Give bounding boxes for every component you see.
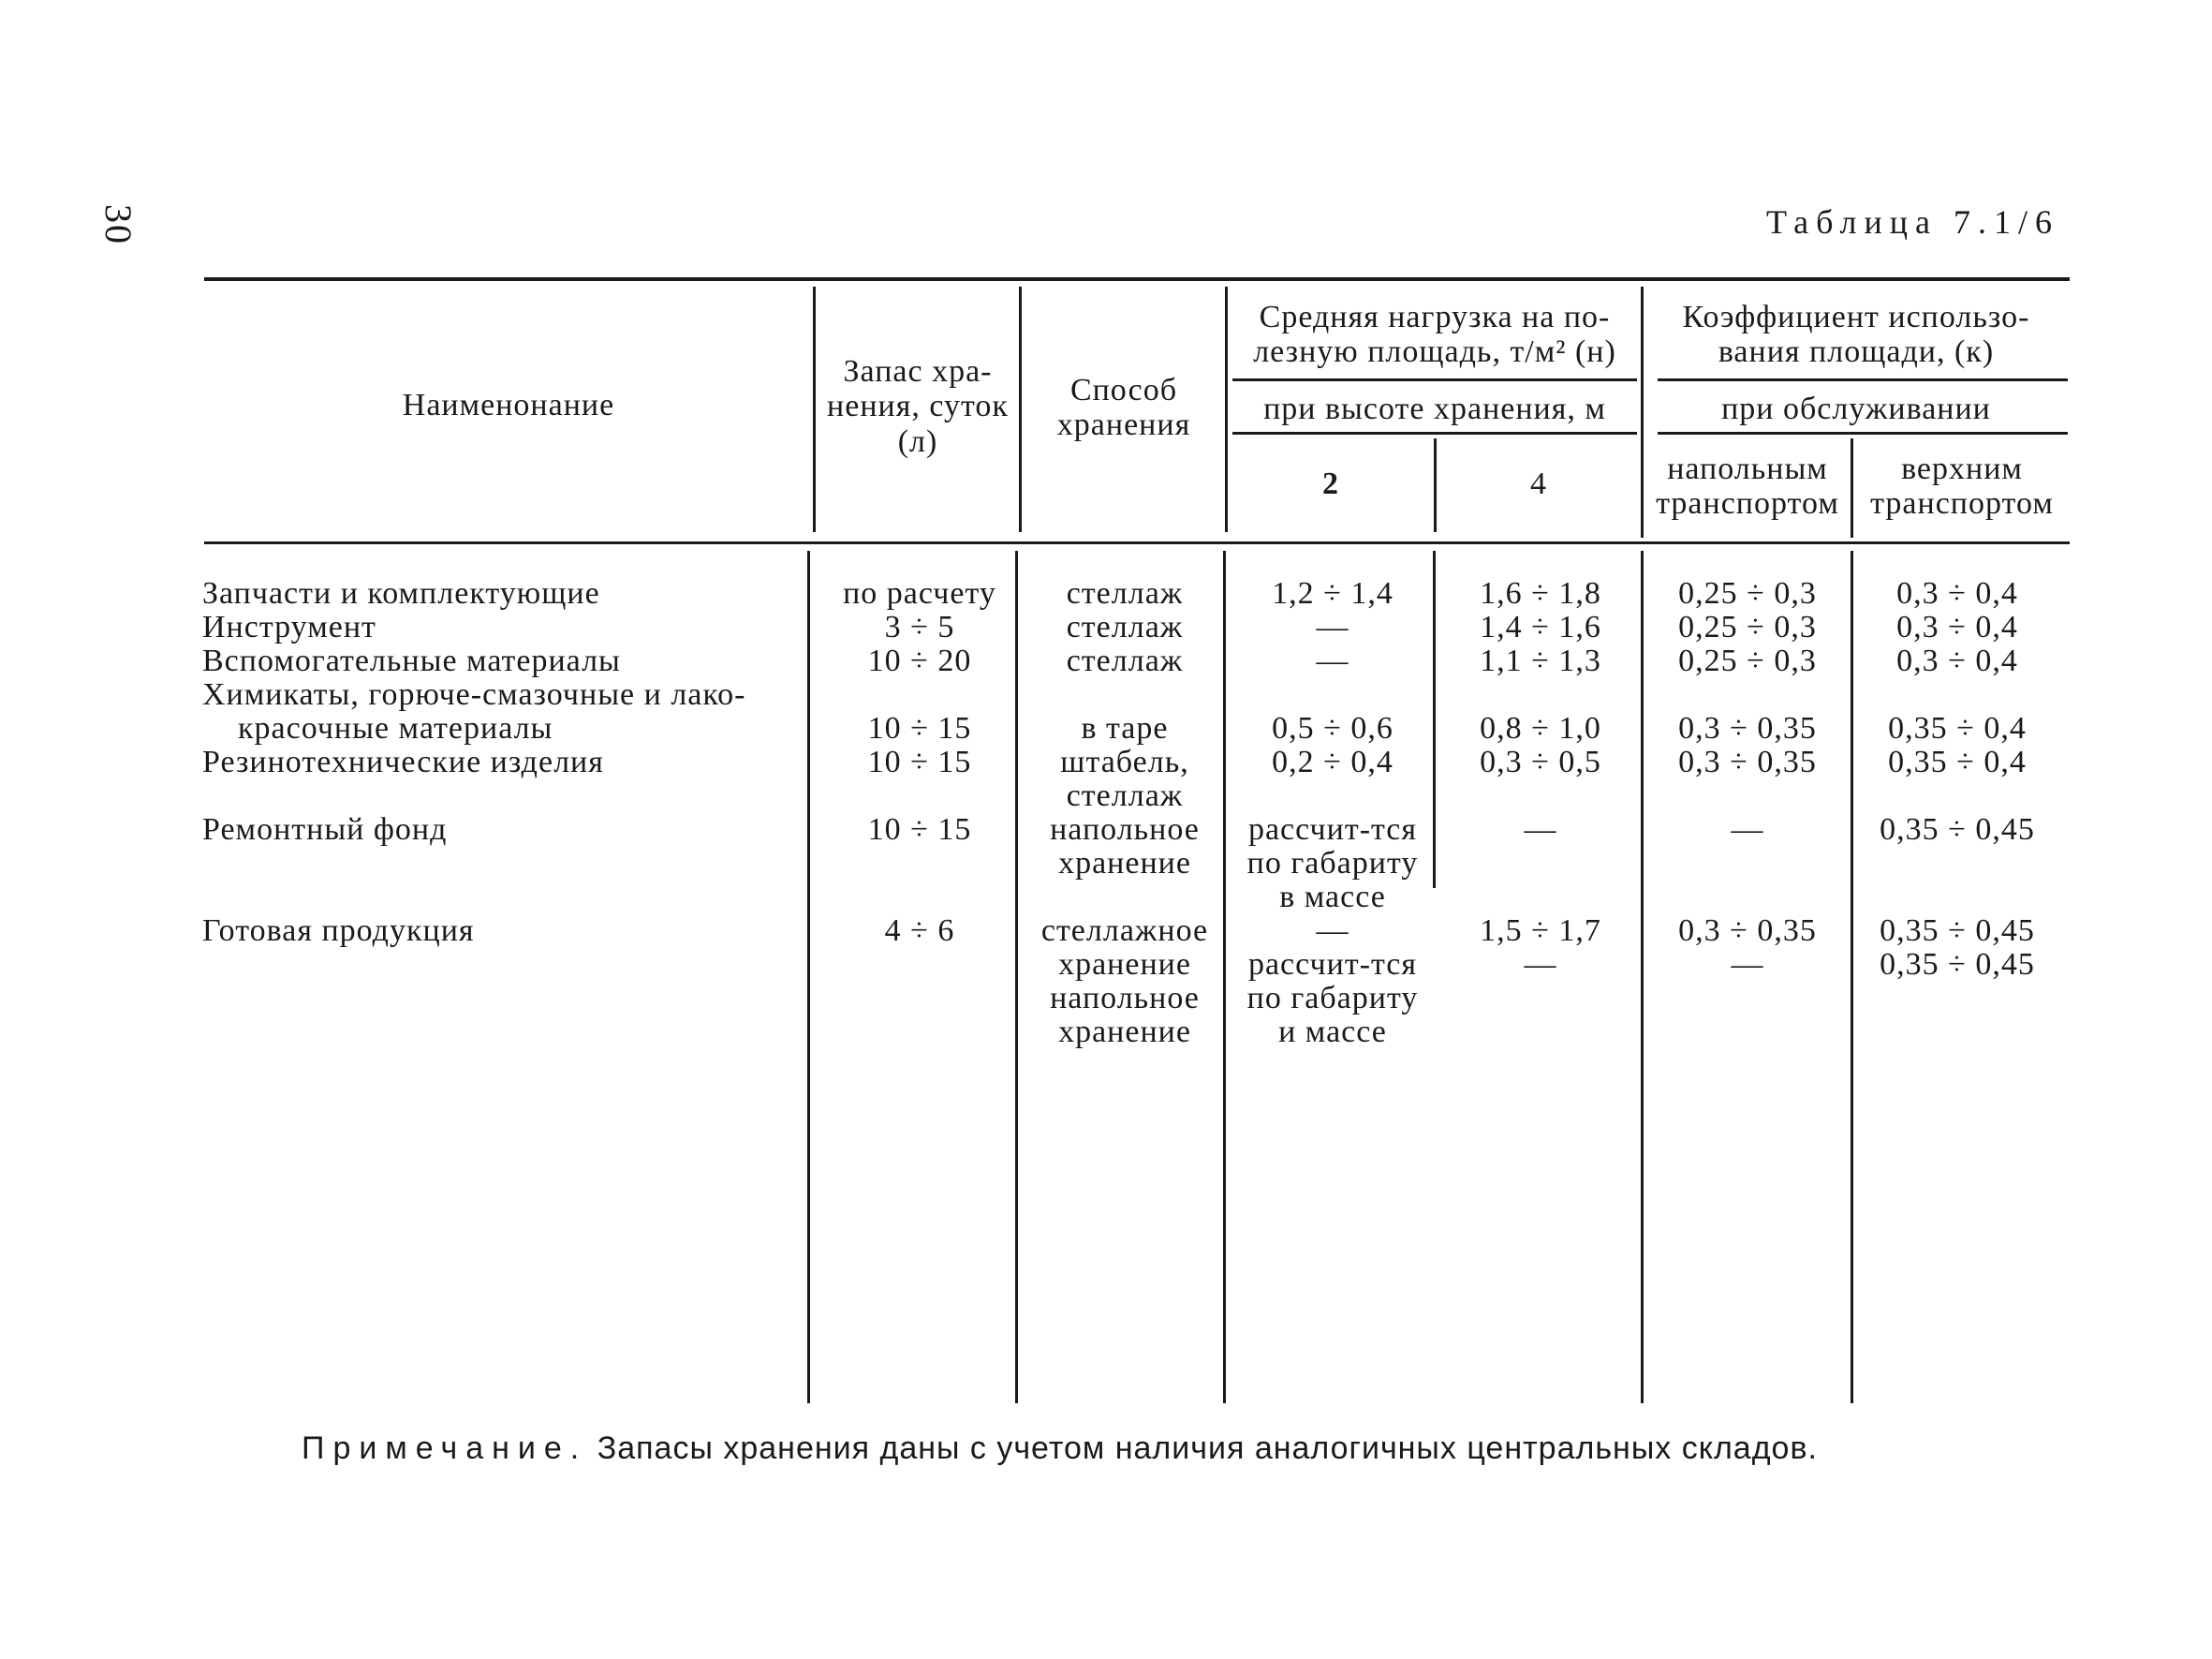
cell-coef-floor: 0,3 ÷ 0,35 — <box>1678 913 1817 982</box>
cell-stock: 4 ÷ 6 <box>884 913 955 948</box>
body-divider-2 <box>1015 551 1018 1403</box>
col-divider-1 <box>813 287 816 532</box>
cell-load-h2: — <box>1316 610 1349 644</box>
cell-coef-top: 0,35 ÷ 0,4 <box>1888 711 2027 746</box>
table-top-rule <box>204 277 2070 281</box>
cell-coef-floor: 0,25 ÷ 0,3 <box>1678 576 1817 611</box>
cell-name-line1: Химикаты, горюче-смазочные и лако- <box>202 677 746 712</box>
cell-name-line2: красочные материалы <box>238 711 553 746</box>
cell-load-h2: 0,2 ÷ 0,4 <box>1272 745 1394 779</box>
header-method: Способ хранения <box>1056 373 1191 443</box>
load-subheader-rule <box>1232 378 1637 381</box>
header-name: Наименонание <box>402 388 615 422</box>
cell-stock: по расчету <box>843 576 996 611</box>
cell-coef-floor: 0,25 ÷ 0,3 <box>1678 644 1817 678</box>
cell-method: штабель, стеллаж <box>1060 745 1189 813</box>
col-divider-5 <box>1641 287 1644 538</box>
note-text: Запасы хранения даны с учетом наличия аналогичных центральных складов. <box>587 1430 1818 1466</box>
cell-name: Запчасти и комплектующие <box>202 576 600 611</box>
cell-name: Резинотехнические изделия <box>202 745 604 779</box>
header-coef-sub: при обслуживании <box>1721 392 1991 426</box>
page-number: 30 <box>97 204 140 245</box>
cell-coef-floor: — <box>1731 812 1764 847</box>
cell-coef-floor: 0,3 ÷ 0,35 <box>1678 745 1817 779</box>
cell-method: стеллаж <box>1066 644 1184 678</box>
cell-stock: 10 ÷ 15 <box>867 745 972 779</box>
header-load-sub: при высоте хранения, м <box>1263 392 1606 426</box>
cell-coef-top: 0,3 ÷ 0,4 <box>1896 576 2018 611</box>
header-top-transport: верхним транспортом <box>1870 452 2054 522</box>
cell-load-h2: 0,5 ÷ 0,6 <box>1272 711 1394 746</box>
header-coef: Коэффициент использо- вания площади, (к) <box>1682 300 2030 370</box>
header-height-2: 2 <box>1322 467 1339 501</box>
table-note <box>302 1430 1818 1467</box>
cell-coef-top: 0,35 ÷ 0,4 <box>1888 745 2027 779</box>
cell-coef-floor: 0,25 ÷ 0,3 <box>1678 610 1817 644</box>
cell-coef-top: 0,35 ÷ 0,45 0,35 ÷ 0,45 <box>1880 913 2035 982</box>
cell-load-h2: — <box>1316 644 1349 678</box>
cell-load-h4: — <box>1524 812 1557 847</box>
col-divider-2 <box>1019 287 1022 532</box>
cell-coef-top: 0,3 ÷ 0,4 <box>1896 644 2018 678</box>
cell-load-h4: 1,5 ÷ 1,7 — <box>1480 913 1601 982</box>
cell-load-h4: 1,1 ÷ 1,3 <box>1480 644 1601 678</box>
header-height-4: 4 <box>1530 467 1547 501</box>
table-label: Таблица 7.1/6 <box>1766 203 2059 241</box>
header-bottom-rule <box>204 541 2070 544</box>
cell-load-h4: 0,8 ÷ 1,0 <box>1480 711 1601 746</box>
cell-method: стеллаж <box>1066 576 1184 611</box>
cell-load-h4: 1,4 ÷ 1,6 <box>1480 610 1601 644</box>
coef-service-rule <box>1658 432 2068 435</box>
cell-stock: 10 ÷ 15 <box>867 711 972 746</box>
note-label: Примечание. <box>302 1430 588 1466</box>
col-divider-3 <box>1225 287 1228 532</box>
cell-method: напольное хранение <box>1050 812 1200 881</box>
header-load: Средняя нагрузка на по- лезную площадь, т/м² (н) <box>1253 300 1616 370</box>
cell-coef-floor: 0,3 ÷ 0,35 <box>1678 711 1817 746</box>
coef-subheader-rule <box>1658 378 2068 381</box>
cell-load-h4: 1,6 ÷ 1,8 <box>1480 576 1601 611</box>
cell-name: Инструмент <box>202 610 376 644</box>
cell-name: Готовая продукция <box>202 913 475 948</box>
header-floor-transport: напольным транспортом <box>1656 452 1839 522</box>
cell-name: Вспомогательные материалы <box>202 644 621 678</box>
cell-method: стеллажное хранение напольное хранение <box>1040 913 1209 1049</box>
cell-stock: 3 ÷ 5 <box>884 610 955 644</box>
cell-method: стеллаж <box>1066 610 1184 644</box>
cell-load-h2: рассчит-тся по габариту в массе <box>1246 812 1419 914</box>
load-height-rule <box>1232 432 1637 435</box>
cell-coef-top: 0,3 ÷ 0,4 <box>1896 610 2018 644</box>
cell-coef-top: 0,35 ÷ 0,45 <box>1880 812 2035 847</box>
cell-stock: 10 ÷ 20 <box>867 644 972 678</box>
cell-load-h2: — рассчит-тся по габариту и массе <box>1246 913 1419 1049</box>
cell-load-h2: 1,2 ÷ 1,4 <box>1272 576 1394 611</box>
col-divider-6 <box>1851 438 1853 538</box>
cell-stock: 10 ÷ 15 <box>867 812 972 847</box>
cell-method: в таре <box>1081 711 1169 746</box>
cell-load-h4: 0,3 ÷ 0,5 <box>1480 745 1601 779</box>
cell-name: Ремонтный фонд <box>202 812 448 847</box>
cell-name <box>202 678 820 746</box>
header-stock: Запас хра- нения, суток (л) <box>827 354 1009 459</box>
